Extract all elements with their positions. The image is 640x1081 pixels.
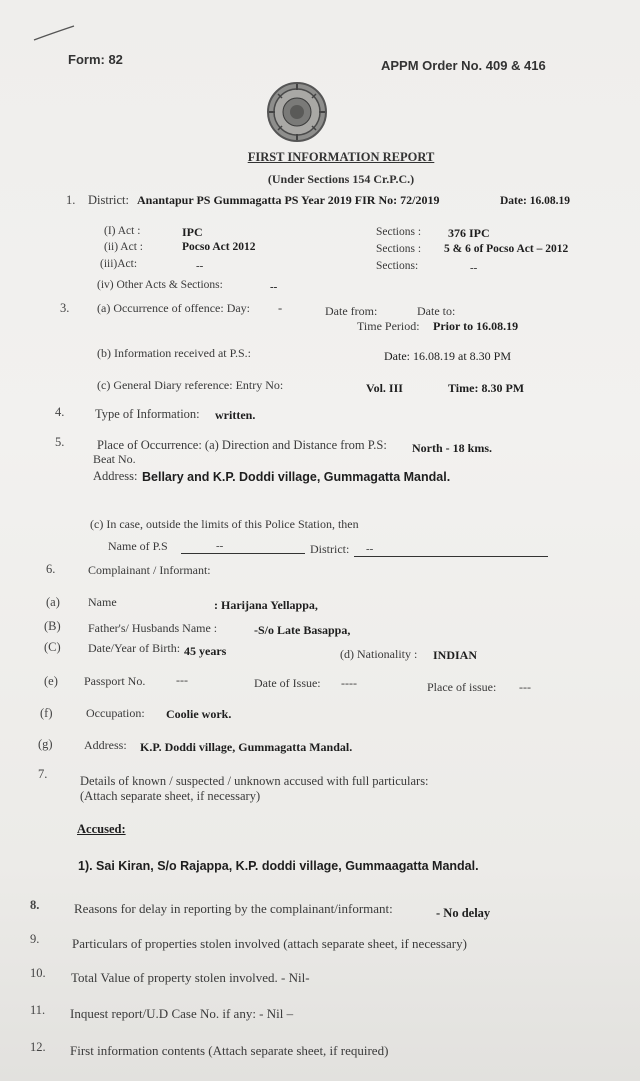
item-3-number: 3. — [60, 301, 70, 315]
date-from-label: Date from: — [325, 304, 378, 318]
occupation-label: Occupation: — [86, 706, 145, 720]
info-type-label: Type of Information: — [95, 407, 200, 421]
issue-place-value: --- — [519, 680, 531, 694]
item-12-number: 12. — [30, 1040, 46, 1054]
item-4-number: 4. — [55, 405, 65, 419]
complainant-address-value: K.P. Doddi village, Gummagatta Mandal. — [140, 740, 353, 754]
occurrence-address-value: Bellary and K.P. Doddi village, Gummagatta Mandal. — [142, 470, 451, 484]
district-outside-underline — [354, 556, 548, 557]
first-info-contents-label: First information contents (Attach separate sheet, if required) — [70, 1043, 389, 1058]
district-value: Anantapur PS Gummagatta PS Year 2019 FIR No: 72/2019 — [137, 193, 440, 207]
marker-e: (e) — [44, 674, 58, 688]
occurrence-label: (a) Occurrence of offence: Day: — [97, 301, 251, 315]
section-3-label: Sections: — [376, 260, 419, 272]
delay-reason-label: Reasons for delay in reporting by the complainant/informant: — [74, 901, 393, 916]
occurrence-address-label: Address: — [93, 469, 138, 483]
other-acts-label: (iv) Other Acts & Sections: — [97, 279, 223, 291]
item-1-number: 1. — [66, 193, 76, 207]
outside-limits-label: (c) In case, outside the limits of this Police Station, then — [90, 517, 359, 531]
info-type-value: written. — [215, 408, 256, 422]
nationality-value: INDIAN — [433, 648, 478, 662]
act-2-label: (ii) Act : — [104, 241, 143, 253]
state-emblem-icon — [266, 80, 328, 144]
fir-date: Date: 16.08.19 — [500, 195, 570, 207]
stolen-property-label: Particulars of properties stolen involved (attach separate sheet, if necessary) — [72, 936, 467, 951]
info-received-label: (b) Information received at P.S.: — [97, 346, 251, 360]
complainant-label: Complainant / Informant: — [88, 563, 211, 577]
section-2-label: Sections : — [376, 243, 422, 255]
gd-time: Time: 8.30 PM — [448, 381, 525, 395]
accused-details-line-1: Details of known / suspected / unknown accused with full particulars: — [80, 774, 429, 788]
marker-f: (f) — [40, 706, 53, 720]
inquest-label: Inquest report/U.D Case No. if any: - Nil – — [70, 1006, 294, 1021]
stolen-value-label: Total Value of property stolen involved. - Nil- — [71, 970, 310, 985]
father-name-label: Father's/ Husbands Name : — [88, 621, 218, 635]
item-5-number: 5. — [55, 435, 65, 449]
gd-volume: Vol. III — [366, 381, 403, 395]
act-3-label: (iii)Act: — [100, 258, 138, 270]
act-2-value: Pocso Act 2012 — [182, 241, 256, 253]
item-9-number: 9. — [30, 932, 40, 946]
passport-label: Passport No. — [84, 674, 146, 688]
place-of-occurrence-label: Place of Occurrence: (a) Direction and Distance from P.S: — [97, 438, 387, 452]
accused-1: 1). Sai Kiran, S/o Rajappa, K.P. doddi village, Gummaagatta Mandal. — [78, 859, 479, 873]
act-3-value: -- — [196, 260, 204, 272]
issue-date-value: ---- — [341, 676, 357, 690]
issue-date-label: Date of Issue: — [254, 676, 321, 690]
issue-place-label: Place of issue: — [427, 680, 497, 694]
ps-name-value: -- — [216, 540, 224, 552]
district-outside-value: -- — [366, 543, 374, 555]
act-1-label: (I) Act : — [104, 225, 141, 237]
complainant-address-label: Address: — [84, 738, 127, 752]
section-2-value: 5 & 6 of Pocso Act – 2012 — [444, 243, 569, 255]
section-1-label: Sections : — [376, 226, 422, 238]
beat-number-label: Beat No. — [93, 452, 136, 466]
pen-mark — [30, 22, 80, 44]
delay-reason-value: - No delay — [436, 906, 491, 920]
other-acts-value: -- — [270, 281, 278, 293]
marker-b: (B) — [44, 619, 61, 633]
place-of-occurrence-value: North - 18 kms. — [412, 441, 492, 455]
act-1-value: IPC — [182, 225, 203, 239]
dob-label: Date/Year of Birth: — [88, 641, 181, 655]
item-7-number: 7. — [38, 767, 48, 781]
district-label: District: — [88, 193, 129, 207]
report-subtitle: (Under Sections 154 Cr.P.C.) — [267, 172, 415, 186]
date-to-label: Date to: — [417, 304, 456, 318]
item-10-number: 10. — [30, 966, 46, 980]
marker-a: (a) — [46, 595, 60, 609]
father-name-value: -S/o Late Basappa, — [254, 623, 351, 637]
accused-heading: Accused: — [77, 822, 126, 836]
time-period-value: Prior to 16.08.19 — [433, 319, 519, 333]
ps-name-label: Name of P.S — [108, 539, 168, 553]
complainant-name-value: : Harijana Yellappa, — [214, 598, 318, 612]
order-number: APPM Order No. 409 & 416 — [381, 58, 546, 73]
report-title: FIRST INFORMATION REPORT — [247, 150, 435, 164]
time-period-label: Time Period: — [357, 319, 420, 333]
section-3-value: -- — [470, 262, 478, 274]
occupation-value: Coolie work. — [166, 707, 232, 721]
form-number: Form: 82 — [68, 52, 123, 67]
complainant-name-label: Name — [88, 595, 117, 609]
marker-c: (C) — [44, 640, 61, 654]
dob-value: 45 years — [184, 644, 227, 658]
section-1-value: 376 IPC — [448, 226, 490, 240]
ps-name-underline — [181, 553, 305, 554]
item-8-number: 8. — [30, 898, 40, 912]
gd-reference-label: (c) General Diary reference: Entry No: — [97, 378, 284, 392]
district-outside-label: District: — [310, 542, 350, 556]
nationality-label: (d) Nationality : — [340, 647, 418, 661]
accused-details-line-2: (Attach separate sheet, if necessary) — [80, 789, 261, 803]
info-received-value: Date: 16.08.19 at 8.30 PM — [384, 349, 511, 363]
marker-g: (g) — [38, 737, 53, 751]
passport-value: --- — [176, 673, 188, 687]
item-6-number: 6. — [46, 562, 56, 576]
item-11-number: 11. — [30, 1003, 46, 1017]
occurrence-day: - — [278, 301, 283, 315]
